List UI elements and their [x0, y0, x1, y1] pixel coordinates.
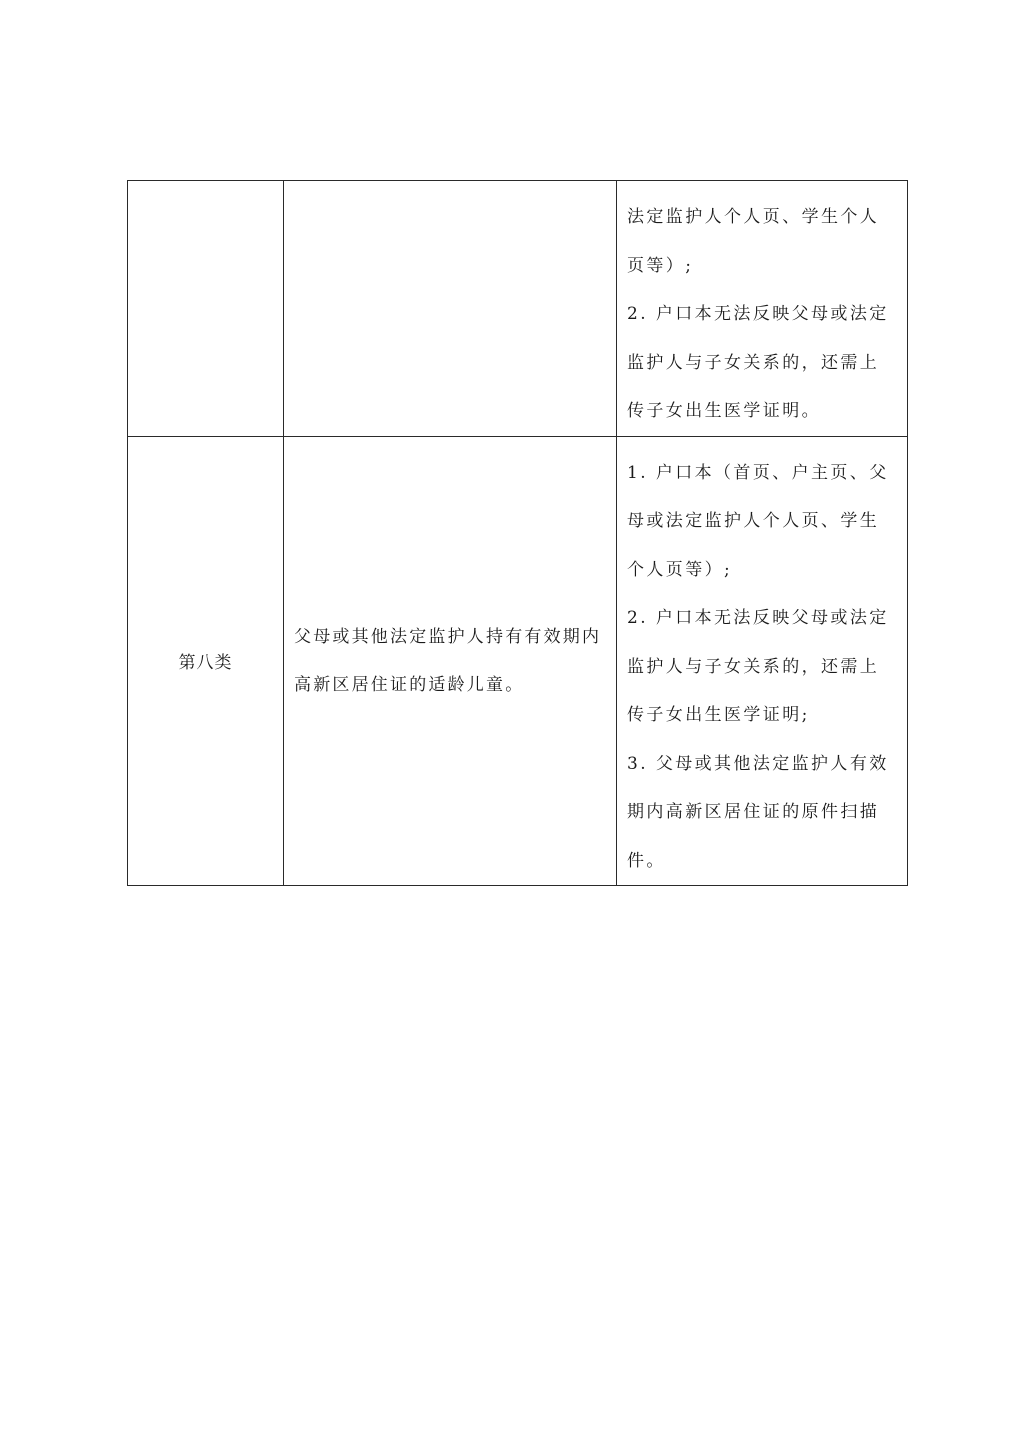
category-cell: 第八类	[128, 436, 284, 886]
material-item: 1. 户口本（首页、户主页、父母或法定监护人个人页、学生个人页等）;	[627, 462, 889, 580]
requirements-table	[127, 180, 908, 886]
materials-cell	[617, 436, 908, 886]
material-item: 3. 父母或其他法定监护人有效期内高新区居住证的原件扫描件。	[627, 753, 889, 871]
material-item: 2. 户口本无法反映父母或法定监护人与子女关系的，还需上传子女出生医学证明;	[627, 608, 889, 725]
material-item: 法定监护人个人页、学生个人页等）;	[627, 207, 880, 276]
materials-cell	[617, 181, 908, 437]
table-row	[128, 181, 908, 437]
condition-cell	[284, 181, 617, 437]
condition-cell: 父母或其他法定监护人持有有效期内高新区居住证的适龄儿童。	[284, 436, 617, 886]
material-item: 2. 户口本无法反映父母或法定监护人与子女关系的，还需上传子女出生医学证明。	[627, 304, 889, 421]
table-row	[128, 436, 908, 886]
category-cell	[128, 181, 284, 437]
